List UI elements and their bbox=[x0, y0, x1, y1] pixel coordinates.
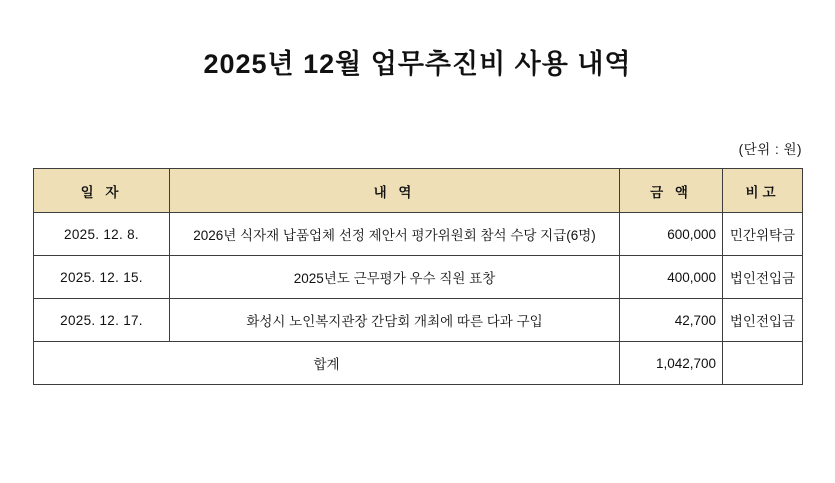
cell-date: 2025. 12. 8. bbox=[34, 213, 170, 256]
column-header-amount: 금 액 bbox=[620, 169, 723, 213]
column-header-note: 비고 bbox=[723, 169, 803, 213]
cell-amount: 42,700 bbox=[620, 299, 723, 342]
cell-total-amount: 1,042,700 bbox=[620, 342, 723, 385]
cell-note: 민간위탁금 bbox=[723, 213, 803, 256]
cell-total-note bbox=[723, 342, 803, 385]
table-row bbox=[34, 256, 803, 299]
cell-date: 2025. 12. 17. bbox=[34, 299, 170, 342]
table-row bbox=[34, 299, 803, 342]
table-row bbox=[34, 213, 803, 256]
table-total-row bbox=[34, 342, 803, 385]
table-header bbox=[34, 169, 803, 213]
cell-detail: 2026년 식자재 납품업체 선정 제안서 평가위원회 참석 수당 지급(6명) bbox=[170, 213, 620, 256]
document-page bbox=[0, 42, 835, 483]
expense-table bbox=[33, 168, 803, 385]
unit-note: (단위 : 원) bbox=[738, 142, 802, 157]
column-header-detail: 내 역 bbox=[170, 169, 620, 213]
table-container bbox=[0, 168, 835, 385]
cell-date: 2025. 12. 15. bbox=[34, 256, 170, 299]
table-body bbox=[34, 213, 803, 385]
cell-note: 법인전입금 bbox=[723, 256, 803, 299]
page-title: 2025년 12월 업무추진비 사용 내역 bbox=[203, 49, 632, 79]
cell-total-label: 합계 bbox=[34, 342, 620, 385]
table-header-row bbox=[34, 169, 803, 213]
cell-detail: 2025년도 근무평가 우수 직원 표창 bbox=[170, 256, 620, 299]
cell-amount: 600,000 bbox=[620, 213, 723, 256]
cell-amount: 400,000 bbox=[620, 256, 723, 299]
cell-detail: 화성시 노인복지관장 간담회 개최에 따른 다과 구입 bbox=[170, 299, 620, 342]
column-header-date: 일 자 bbox=[34, 169, 170, 213]
cell-note: 법인전입금 bbox=[723, 299, 803, 342]
